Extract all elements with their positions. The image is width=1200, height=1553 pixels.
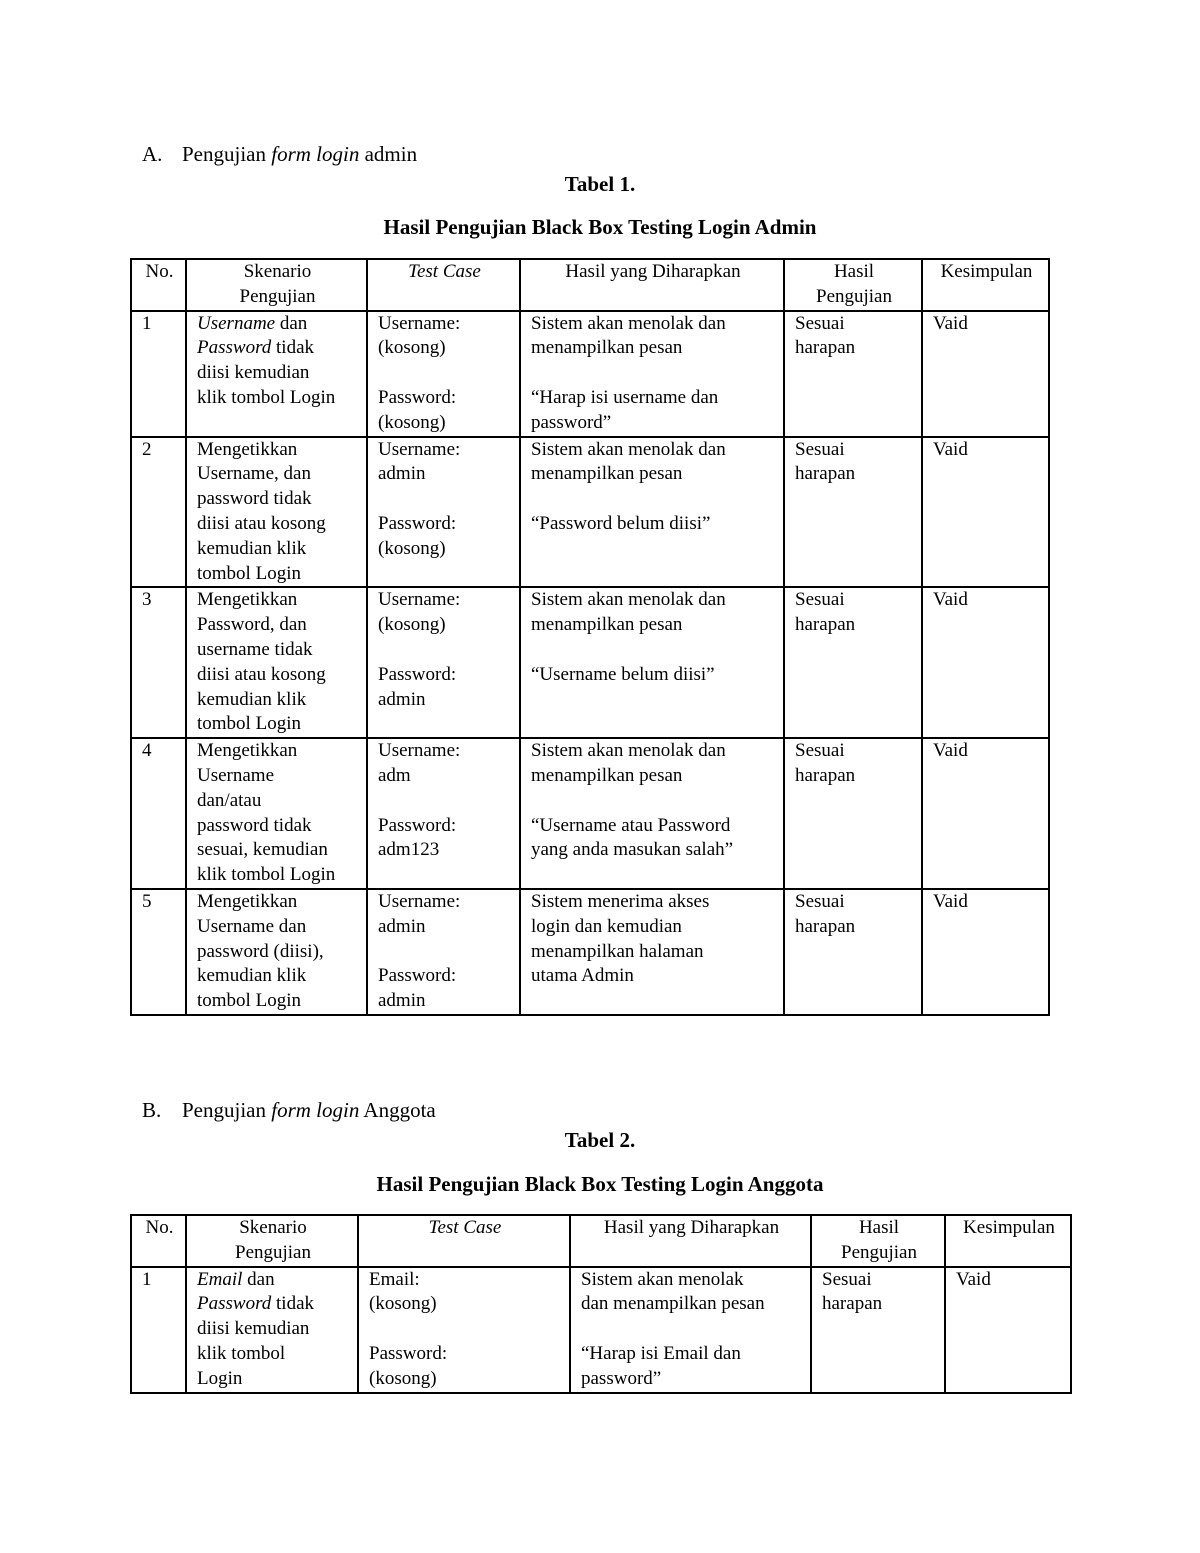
expected-main: Sistem akan menolak dan menampilkan pesan bbox=[531, 312, 726, 359]
skenario-text: dan bbox=[242, 1268, 275, 1290]
table-row bbox=[131, 889, 1049, 1015]
table-header-row bbox=[131, 1215, 1071, 1267]
tc-pass-value: admin bbox=[378, 688, 426, 710]
tc-user-label: Username: bbox=[378, 589, 461, 611]
cell-kesimpulan: Vaid bbox=[945, 1267, 1071, 1393]
tc-user-label: Username: bbox=[378, 890, 461, 912]
tc-pass-label: Password: bbox=[378, 512, 457, 534]
cell-skenario: Mengetikkan Password, dan username tidak diisi atau kosong kemudian klik tombol Login bbox=[186, 587, 367, 738]
tc-user-label: Username: bbox=[378, 438, 461, 460]
expected-message: “Harap isi username dan password” bbox=[531, 386, 719, 433]
tc-pass-label: Password: bbox=[369, 1342, 448, 1364]
expected-main: Sistem menerima akses login dan kemudian menampilkan halaman utama Admin bbox=[531, 890, 710, 987]
cell-test-case bbox=[367, 738, 520, 889]
cell-kesimpulan: Vaid bbox=[922, 587, 1049, 738]
table-2-title: Hasil Pengujian Black Box Testing Login Anggota bbox=[376, 1172, 824, 1196]
cell-expected bbox=[570, 1267, 811, 1393]
cell-test-case bbox=[367, 587, 520, 738]
cell-expected bbox=[520, 738, 784, 889]
tc-pass-label: Password: bbox=[378, 386, 457, 408]
cell-test-case bbox=[367, 437, 520, 588]
header-hasil-pengujian: Hasil Pengujian bbox=[811, 1215, 945, 1267]
expected-main: Sistem akan menolak dan menampilkan pesan bbox=[531, 589, 726, 636]
skenario-rest: diisi kemudian klik tombol Login bbox=[197, 1318, 310, 1389]
expected-main: Sistem akan menolak dan menampilkan pesan bbox=[531, 438, 726, 485]
cell-skenario bbox=[186, 1267, 358, 1393]
section-b-heading bbox=[142, 1098, 436, 1123]
section-a-heading bbox=[142, 142, 417, 167]
cell-skenario: Mengetikkan Username dan password (diisi), kemudian klik tombol Login bbox=[186, 889, 367, 1015]
cell-no: 3 bbox=[131, 587, 186, 738]
section-title-suffix: admin bbox=[359, 142, 418, 166]
skenario-rest: diisi kemudian klik tombol Login bbox=[197, 362, 336, 408]
header-test-case bbox=[358, 1215, 570, 1267]
cell-hasil: Sesuai harapan bbox=[811, 1267, 945, 1393]
section-title-suffix: Anggota bbox=[359, 1098, 436, 1122]
cell-hasil: Sesuai harapan bbox=[784, 311, 922, 437]
header-hasil-diharapkan: Hasil yang Diharapkan bbox=[570, 1215, 811, 1267]
cell-test-case bbox=[358, 1267, 570, 1393]
table-1-label: Tabel 1. bbox=[564, 172, 636, 196]
cell-kesimpulan: Vaid bbox=[922, 437, 1049, 588]
header-kesimpulan: Kesimpulan bbox=[922, 259, 1049, 311]
section-title-italic: form login bbox=[271, 1098, 360, 1122]
cell-test-case bbox=[367, 311, 520, 437]
header-hasil-pengujian: Hasil Pengujian bbox=[784, 259, 922, 311]
cell-kesimpulan: Vaid bbox=[922, 311, 1049, 437]
header-kesimpulan: Kesimpulan bbox=[945, 1215, 1071, 1267]
tc-pass-label: Password: bbox=[378, 663, 457, 685]
cell-hasil: Sesuai harapan bbox=[784, 437, 922, 588]
table-row bbox=[131, 587, 1049, 738]
section-title-prefix: Pengujian bbox=[182, 1098, 272, 1122]
tc-pass-label: Password: bbox=[378, 814, 457, 836]
header-skenario: Skenario Pengujian bbox=[186, 1215, 358, 1267]
header-test-case-text: Test Case bbox=[408, 261, 481, 282]
skenario-italic: Username bbox=[197, 312, 276, 334]
tc-pass-value: (kosong) bbox=[369, 1367, 437, 1389]
table-1-title: Hasil Pengujian Black Box Testing Login Admin bbox=[383, 215, 817, 239]
tc-pass-value: (kosong) bbox=[378, 537, 446, 559]
tc-user-value: admin bbox=[378, 915, 426, 937]
table-row bbox=[131, 1267, 1071, 1393]
cell-no: 5 bbox=[131, 889, 186, 1015]
header-skenario: Skenario Pengujian bbox=[186, 259, 367, 311]
cell-expected bbox=[520, 889, 784, 1015]
cell-test-case bbox=[367, 889, 520, 1015]
table-1 bbox=[130, 258, 1050, 1016]
cell-no: 1 bbox=[131, 1267, 186, 1393]
table-row bbox=[131, 437, 1049, 588]
skenario-italic: Password bbox=[197, 1293, 272, 1315]
cell-kesimpulan: Vaid bbox=[922, 889, 1049, 1015]
cell-hasil: Sesuai harapan bbox=[784, 587, 922, 738]
cell-no: 2 bbox=[131, 437, 186, 588]
tc-user-value: (kosong) bbox=[369, 1293, 437, 1315]
tc-user-value: (kosong) bbox=[378, 337, 446, 359]
expected-message: “Password belum diisi” bbox=[531, 512, 711, 534]
cell-skenario: Mengetikkan Username, dan password tidak diisi atau kosong kemudian klik tombol Login bbox=[186, 437, 367, 588]
table-row bbox=[131, 311, 1049, 437]
header-hasil-diharapkan: Hasil yang Diharapkan bbox=[520, 259, 784, 311]
cell-skenario bbox=[186, 311, 367, 437]
header-test-case bbox=[367, 259, 520, 311]
section-letter: A. bbox=[142, 142, 163, 166]
cell-expected bbox=[520, 587, 784, 738]
tc-user-label: Username: bbox=[378, 312, 461, 334]
table-2-label: Tabel 2. bbox=[564, 1128, 636, 1152]
section-title-italic: form login bbox=[271, 142, 360, 166]
header-no: No. bbox=[131, 1215, 186, 1267]
header-test-case-text: Test Case bbox=[428, 1217, 502, 1238]
expected-main: Sistem akan menolak dan menampilkan pesan bbox=[531, 740, 726, 786]
expected-message: “Username atau Password yang anda masukan salah” bbox=[531, 814, 734, 861]
table-2 bbox=[130, 1214, 1072, 1394]
tc-pass-value: admin bbox=[378, 990, 426, 1012]
skenario-text: tidak bbox=[271, 337, 315, 359]
cell-no: 4 bbox=[131, 738, 186, 889]
expected-message: “Username belum diisi” bbox=[531, 663, 715, 685]
header-no: No. bbox=[131, 259, 186, 311]
expected-main: Sistem akan menolak dan menampilkan pesan bbox=[581, 1268, 765, 1315]
skenario-italic: Email bbox=[197, 1268, 243, 1290]
cell-expected bbox=[520, 437, 784, 588]
cell-kesimpulan: Vaid bbox=[922, 738, 1049, 889]
tc-pass-value: adm123 bbox=[378, 839, 440, 861]
tc-pass-value: (kosong) bbox=[378, 411, 446, 433]
tc-user-value: (kosong) bbox=[378, 614, 446, 636]
section-title-prefix: Pengujian bbox=[182, 142, 272, 166]
tc-pass-label: Password: bbox=[378, 965, 457, 987]
skenario-text: dan bbox=[275, 312, 308, 334]
tc-user-label: Email: bbox=[369, 1268, 420, 1290]
section-letter: B. bbox=[142, 1098, 162, 1122]
tc-user-value: adm bbox=[378, 764, 411, 786]
table-header-row bbox=[131, 259, 1049, 311]
cell-skenario: Mengetikkan Username dan/atau password tidak sesuai, kemudian klik tombol Login bbox=[186, 738, 367, 889]
cell-hasil: Sesuai harapan bbox=[784, 889, 922, 1015]
cell-hasil: Sesuai harapan bbox=[784, 738, 922, 889]
skenario-text: tidak bbox=[271, 1293, 315, 1315]
tc-user-label: Username: bbox=[378, 740, 461, 762]
expected-message: “Harap isi Email dan password” bbox=[581, 1342, 741, 1389]
skenario-italic: Password bbox=[197, 337, 272, 359]
cell-no: 1 bbox=[131, 311, 186, 437]
tc-user-value: admin bbox=[378, 463, 426, 485]
cell-expected bbox=[520, 311, 784, 437]
table-row bbox=[131, 738, 1049, 889]
